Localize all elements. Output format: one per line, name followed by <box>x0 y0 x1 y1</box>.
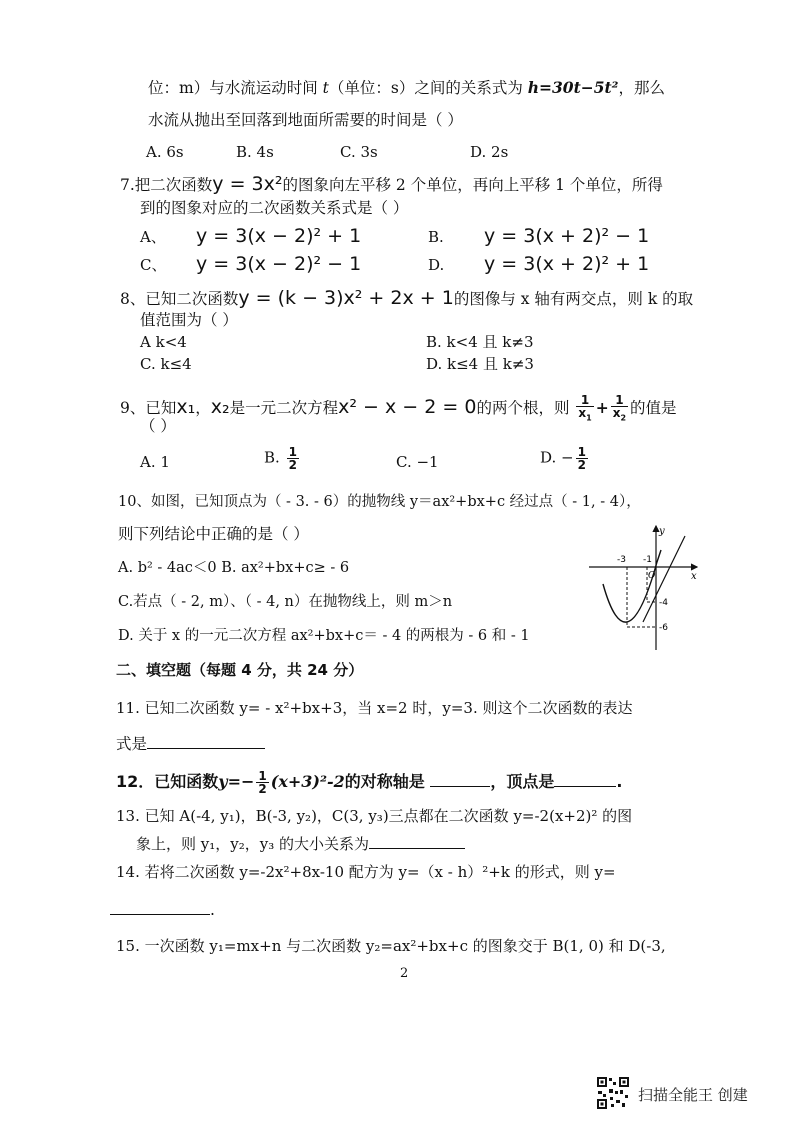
q9-x1: x₁ <box>176 396 196 419</box>
q7-option-b-formula: y = 3(x + 2)² − 1 <box>484 225 650 247</box>
q9-line2: （ ） <box>140 417 176 435</box>
q6-option-c: C. 3s <box>340 143 378 161</box>
q7-option-a <box>140 226 361 247</box>
q13-line1: 13. 已知 A(-4, y₁)，B(-3, y₂)，C(3, y₃)三点都在二次函数 y=-2(x+2)² 的图 <box>116 807 633 825</box>
q10-line5: D. 关于 x 的一元二次方程 ax²+bx+c＝ - 4 的两根为 - 6 和 - 1 <box>118 628 530 644</box>
q8-line2: 值范围为（ ） <box>140 311 238 329</box>
q9-option-d-den: 2 <box>577 458 586 472</box>
q7-option-c <box>140 254 361 275</box>
graph-label-neg1: -1 <box>643 555 652 565</box>
graph-label-neg6: -6 <box>659 623 668 633</box>
scanner-watermark <box>596 1076 786 1116</box>
q11-line2-text: 式是 <box>116 735 148 753</box>
q9-plus: + <box>595 398 609 418</box>
q9-frac-1-num: 1 <box>576 394 593 407</box>
q10-line2: 则下列结论中正确的是（ ） <box>118 525 309 543</box>
q9-tail: 的值是 <box>630 399 677 418</box>
q7-pre: 7.把二次函数 <box>120 176 213 194</box>
q7-line1 <box>120 174 663 195</box>
q12-axis-blank[interactable] <box>430 770 490 787</box>
q6-line1-pre: 位：m）与水流运动时间 <box>148 79 323 97</box>
q9-option-d-label: D. − <box>540 448 574 467</box>
q12-pre: 12．已知函数 <box>116 772 219 791</box>
q13-answer-blank[interactable] <box>369 832 465 849</box>
q8-post: 的图像与 x 轴有两交点，则 k 的取 <box>453 290 694 308</box>
q7-option-a-formula: y = 3(x − 2)² + 1 <box>196 225 362 247</box>
q9-formula: x² − x − 2 = 0 <box>338 396 477 419</box>
q7-option-c-formula: y = 3(x − 2)² − 1 <box>196 253 362 275</box>
q7-option-d <box>428 254 649 275</box>
q11-line1: 11. 已知二次函数 y= - x²+bx+3，当 x=2 时，y=3. 则这个二次函数的表达 <box>116 699 633 717</box>
page-number: 2 <box>400 966 409 981</box>
q9-option-d <box>540 446 590 471</box>
q9-option-a: A. 1 <box>140 453 170 471</box>
section2-title: 二、填空题（每题 4 分，共 24 分） <box>116 661 364 679</box>
graph-parabola-curve <box>603 550 661 622</box>
q10-line4: C.若点（ - 2, m）、（ - 4, n）在抛物线上，则 m＞n <box>118 594 453 610</box>
q13-line2 <box>136 832 465 854</box>
q9-frac-2-num: 1 <box>611 394 628 407</box>
q14-line2 <box>110 898 215 920</box>
q9-frac-2 <box>611 394 628 424</box>
graph-label-origin: O <box>648 571 656 581</box>
watermark-text: 扫描全能王 创建 <box>638 1086 748 1104</box>
q7-formula: y = 3x² <box>212 173 283 195</box>
q9-option-b <box>264 446 301 471</box>
graph-label-neg4: -4 <box>659 598 668 608</box>
q11-line2 <box>116 732 265 754</box>
q11-answer-blank[interactable] <box>147 732 265 749</box>
q15-line1: 15. 一次函数 y₁=mx+n 与二次函数 y₂=ax²+bx+c 的图象交于 B(1, 0) 和 D(-3, <box>116 937 666 955</box>
q6-option-b: B. 4s <box>236 143 274 161</box>
q6-formula: h=30t−5t² <box>527 78 619 97</box>
q6-line1 <box>148 78 665 98</box>
q8-option-c: C. k≤4 <box>140 355 192 373</box>
q9-x2: x₂ <box>210 396 230 419</box>
q8-pre: 8、已知二次函数 <box>120 290 239 308</box>
q12-mid: 的对称轴是 <box>344 772 425 791</box>
graph-label-y: y <box>659 526 665 537</box>
q7-line2: 到的图象对应的二次函数关系式是（ ） <box>140 199 409 217</box>
q9-option-c: C. −1 <box>396 453 439 471</box>
q9-option-b-den: 2 <box>288 458 297 472</box>
q9-comma: ， <box>195 399 211 418</box>
q7-option-b <box>428 226 649 247</box>
q6-line2: 水流从抛出至回落到地面所需要的时间是（ ） <box>148 111 463 129</box>
q9-frac-1-den-sub: 1 <box>586 413 592 423</box>
q12-frac-num: 1 <box>258 769 267 783</box>
q14-line1: 14. 若将二次函数 y=-2x²+8x-10 配方为 y=（x - h）²+k 的形式，则 y= <box>116 863 616 881</box>
q9-line1 <box>120 394 677 424</box>
q9-frac-2-den-sub: 2 <box>620 413 627 423</box>
q10-parabola-graph <box>585 522 705 652</box>
q13-line2-text: 象上，则 y₁，y₂，y₃ 的大小关系为 <box>136 835 369 853</box>
q8-option-a: A k<4 <box>140 333 187 351</box>
q12-formula-post: (x+3)²-2 <box>270 772 345 791</box>
q9-frac-2-den <box>611 407 628 424</box>
graph-label-x: x <box>691 571 697 582</box>
q7-post: 的图象向左平移 2 个单位，再向上平移 1 个单位，所得 <box>282 176 663 194</box>
q6-line1-mid: （单位：s）之间的关系式为 <box>328 79 528 97</box>
q6-var-t: t <box>322 79 329 97</box>
q9-mid: 是一元二次方程 <box>229 399 339 418</box>
q7-option-a-label: A、 <box>140 228 166 246</box>
q6-line1-post: ，那么 <box>618 79 665 97</box>
q8-option-b: B. k<4 且 k≠3 <box>426 333 534 351</box>
q7-option-d-label: D. <box>428 256 445 274</box>
q9-option-d-frac <box>576 446 588 471</box>
q10-line3: A. b² - 4ac＜0 B. ax²+bx+c≥ - 6 <box>118 560 350 576</box>
q12-mid2: ，顶点是 <box>490 772 555 791</box>
q14-end: . <box>210 901 215 919</box>
q9-option-b-label: B. <box>264 448 280 467</box>
q9-frac-1 <box>576 394 593 424</box>
q12-formula-pre: y=− <box>218 772 255 791</box>
q8-line1 <box>120 288 693 309</box>
qr-code-icon <box>596 1076 630 1110</box>
q9-frac-1-den-var: x <box>578 406 587 420</box>
q10-line1: 10、如图，已知顶点为（ - 3. - 6）的抛物线 y＝ax²+bx+c 经过点（ - 1, - 4）， <box>118 494 641 510</box>
q12-line <box>116 770 622 795</box>
q8-option-d: D. k≤4 且 k≠3 <box>426 355 534 373</box>
q9-frac-1-den <box>576 407 593 424</box>
q9-option-b-num: 1 <box>288 445 297 459</box>
q7-option-b-label: B. <box>428 228 444 246</box>
q7-option-d-formula: y = 3(x + 2)² + 1 <box>484 253 650 275</box>
q6-option-a: A. 6s <box>146 143 184 161</box>
q14-answer-blank[interactable] <box>110 898 210 915</box>
q12-frac <box>256 770 268 795</box>
q8-formula: y = (k − 3)x² + 2x + 1 <box>238 287 454 309</box>
q6-option-d: D. 2s <box>470 143 509 161</box>
q9-pre: 9、已知 <box>120 399 177 418</box>
q7-option-c-label: C、 <box>140 256 167 274</box>
q9-frac-2-den-var: x <box>612 406 621 420</box>
graph-label-neg3: -3 <box>617 555 626 565</box>
q12-vertex-blank[interactable] <box>554 770 616 787</box>
q9-option-b-frac <box>287 446 299 471</box>
q12-frac-den: 2 <box>258 782 267 796</box>
q12-end: . <box>616 772 623 791</box>
q9-option-d-num: 1 <box>577 445 586 459</box>
q9-post: 的两个根，则 <box>476 399 570 418</box>
